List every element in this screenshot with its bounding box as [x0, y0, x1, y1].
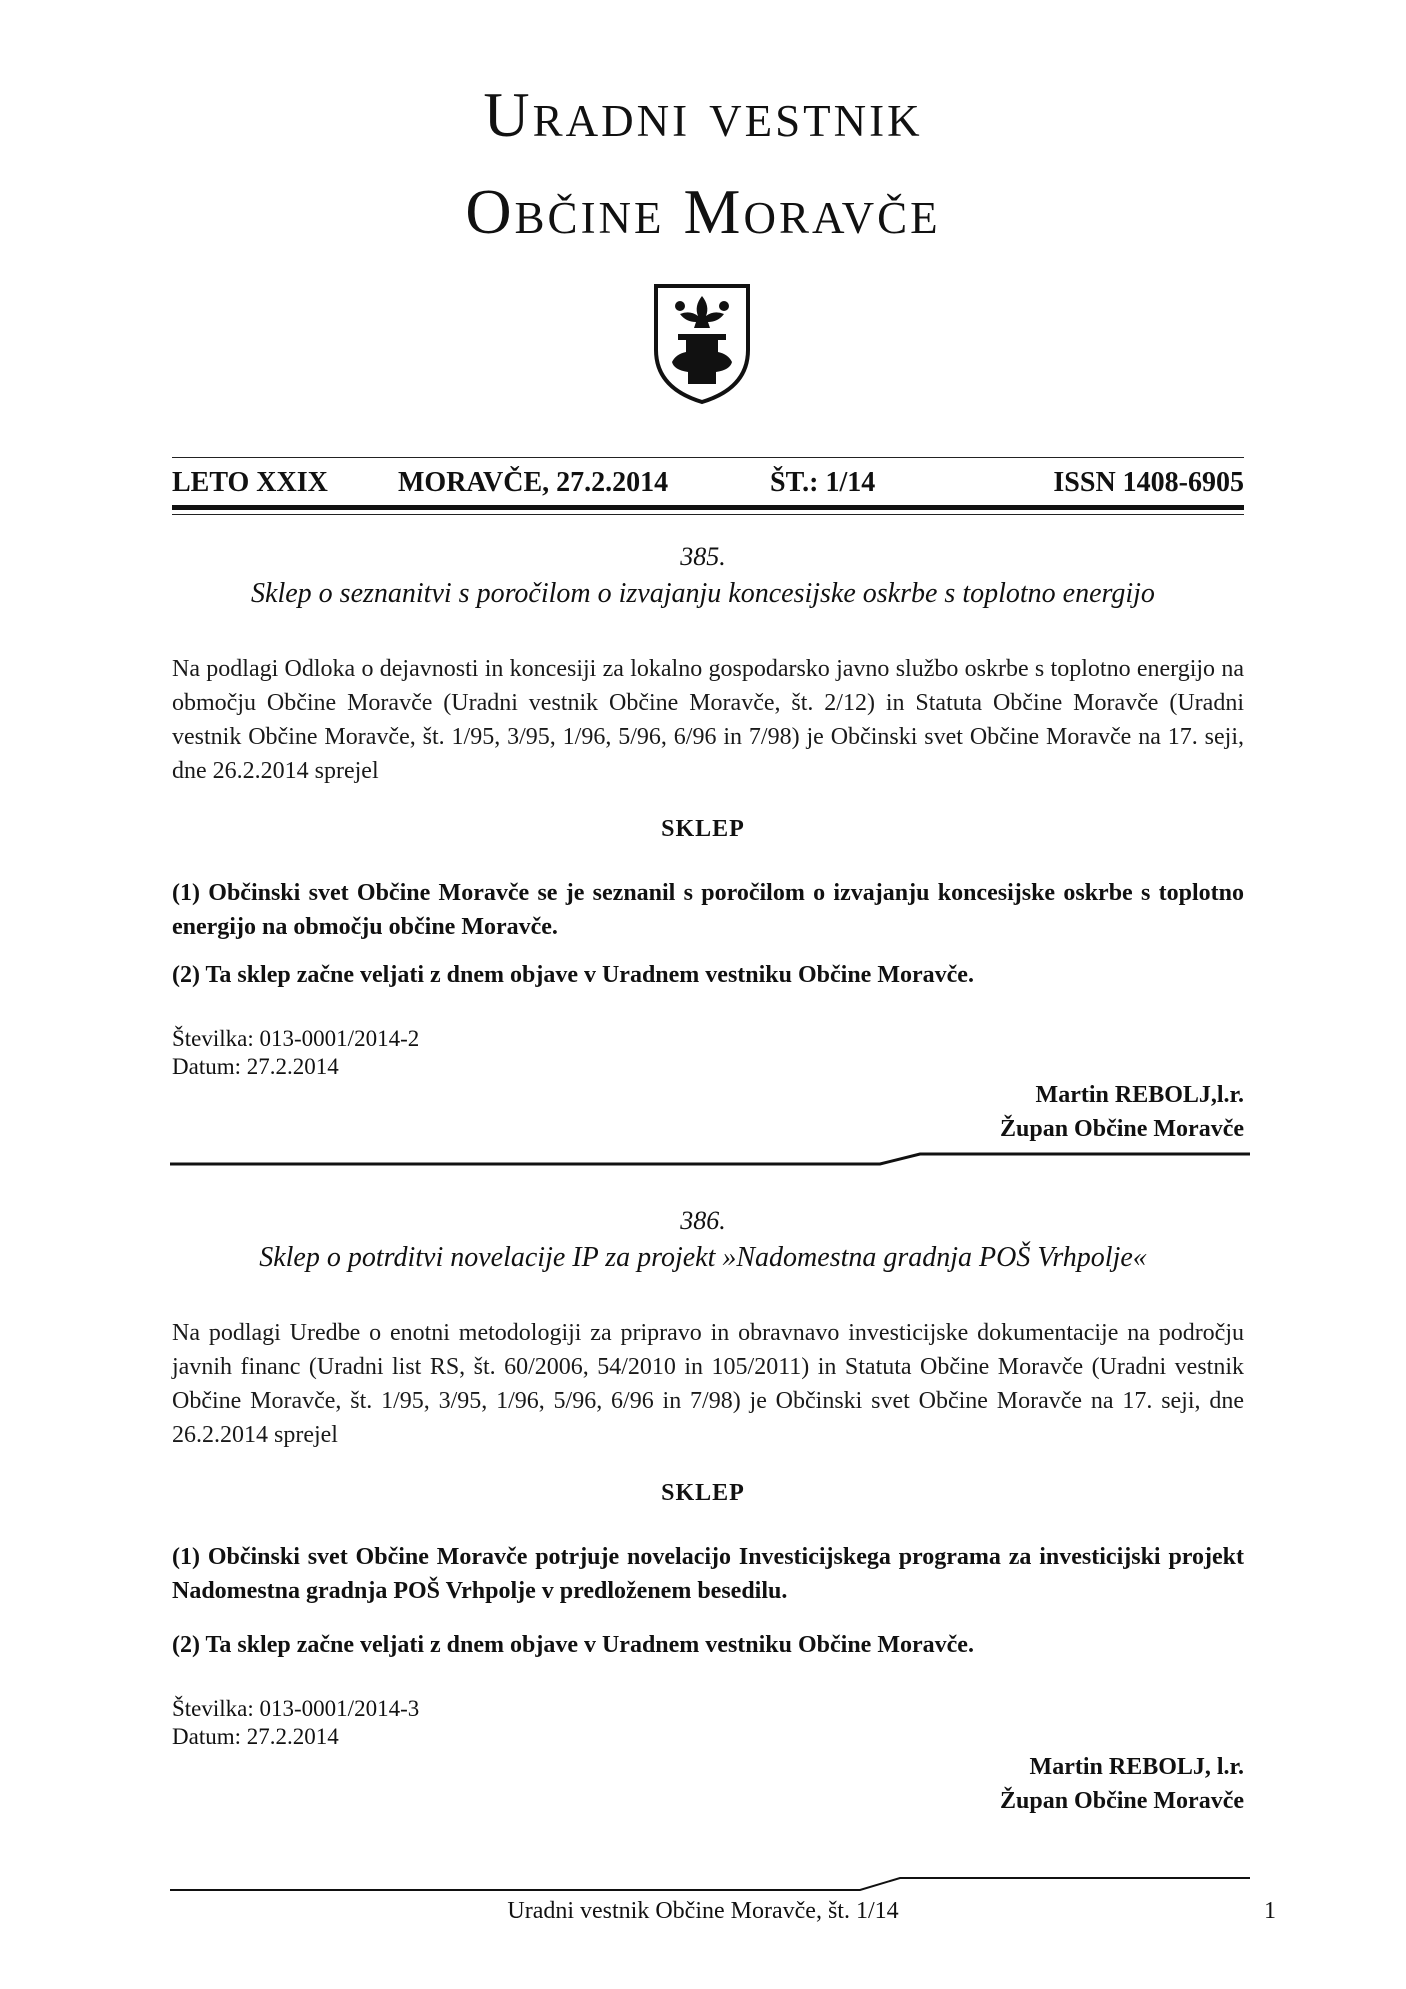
article-divider — [170, 1150, 1250, 1170]
masthead-line-2: Občine Moravče — [465, 176, 941, 247]
document-number: Številka: 013-0001/2014-2 — [172, 1026, 420, 1051]
signer-name: Martin REBOLJ,l.r. — [1035, 1082, 1244, 1108]
sklep-heading: SKLEP — [661, 1480, 745, 1506]
signer-title: Župan Občine Moravče — [1000, 1116, 1244, 1142]
article-preamble: Na podlagi Odloka o dejavnosti in koncesiji za lokalno gospodarsko javno službo oskrbe s toplotno energijo na območju Občine Moravče (Uradni vestnik Občine Moravče, št. 2/12) in Statuta Občine Moravče (Uradni vestnik Občine Moravče, št. 1/95, 3/95, 1/96, 5/96, 6/96 in 7/98) je Občinski svet Občine Moravče na 17. seji, dne 26.2.2014 sprejel — [172, 656, 1244, 784]
masthead-line-1: Uradni vestnik — [483, 79, 923, 150]
masthead-rule-thin — [172, 514, 1244, 515]
signer-name: Martin REBOLJ, l.r. — [1029, 1754, 1244, 1780]
page-number: 1 — [1264, 1898, 1276, 1924]
place-date-label: MORAVČE, 27.2.2014 — [398, 467, 669, 498]
resolution-item-1: (1) Občinski svet Občine Moravče se je seznanil s poročilom o izvajanju koncesijske oskrbe s toplotno energijo na območju občine Moravče. — [172, 880, 1244, 940]
masthead-rule-thick — [172, 505, 1244, 510]
year-label: LETO XXIX — [172, 467, 328, 498]
article-number: 385. — [680, 542, 726, 571]
document-date: Datum: 27.2.2014 — [172, 1724, 339, 1749]
signer-title: Župan Občine Moravče — [1000, 1788, 1244, 1814]
issue-number-label: ŠT.: 1/14 — [770, 467, 876, 498]
article-title: Sklep o potrditvi novelacije IP za projekt »Nadomestna gradnja POŠ Vrhpolje« — [259, 1242, 1147, 1273]
resolution-item-2: (2) Ta sklep začne veljati z dnem objave v Uradnem vestniku Občine Moravče. — [172, 1632, 974, 1658]
article-number: 386. — [680, 1206, 726, 1235]
sklep-heading: SKLEP — [661, 816, 745, 842]
footer-divider — [170, 1874, 1250, 1894]
document-date: Datum: 27.2.2014 — [172, 1054, 339, 1079]
issn-label: ISSN 1408-6905 — [1053, 467, 1244, 498]
article-title: Sklep o seznanitvi s poročilom o izvajanju koncesijske oskrbe s toplotno energijo — [251, 578, 1155, 609]
article-preamble: Na podlagi Uredbe o enotni metodologiji za pripravo in obravnavo investicijske dokumentacije na področju javnih financ (Uradni list RS, št. 60/2006, 54/2010 in 105/2011) in Statuta Občine Moravče (Uradni vestnik Občine Moravče, št. 1/95, 3/95, 1/96, 5/96, 6/96 in 7/98) je Občinski svet Občine Moravče na 17. seji, dne 26.2.2014 sprejel — [172, 1320, 1244, 1448]
coat-of-arms-icon — [650, 280, 754, 406]
document-number: Številka: 013-0001/2014-3 — [172, 1696, 420, 1721]
resolution-item-2: (2) Ta sklep začne veljati z dnem objave v Uradnem vestniku Občine Moravče. — [172, 962, 974, 988]
resolution-item-1: (1) Občinski svet Občine Moravče potrjuje novelacijo Investicijskega programa za investicijski projekt Nadomestna gradnja POŠ Vrhpolje v predloženem besedilu. — [172, 1544, 1244, 1604]
footer-publication: Uradni vestnik Občine Moravče, št. 1/14 — [507, 1898, 899, 1924]
